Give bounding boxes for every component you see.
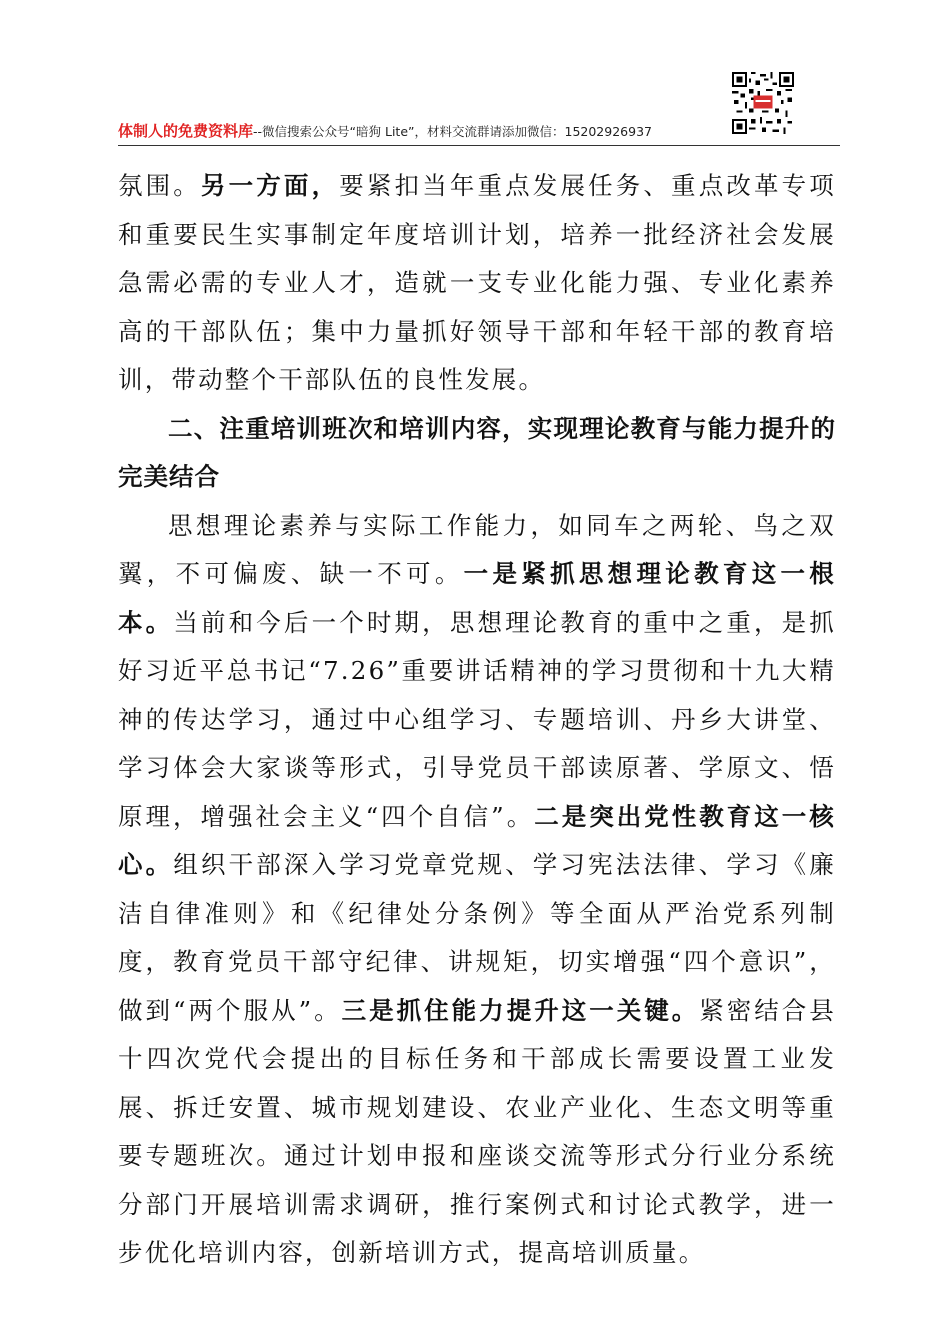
paragraph-continued (118, 162, 836, 405)
p2-text-3: 组织干部深入学习党章党规、学习宪法法律、学习《廉洁自律准则》和《纪律处分条例》等全面从严治党系列制度，教育党员干部守纪律、讲规矩，切实增强“四个意识”，做到“两个服从”。 (118, 850, 836, 1025)
page-header (118, 118, 838, 144)
p1-text-2: 要紧扣当年重点发展任务、重点改革专项和重要民生实事制定年度培训计划，培养一批经济社会发展急需必需的专业人才，造就一支专业化能力强、专业化素养高的干部队伍；集中力量抓好领导干部和年轻干部的教育培训，带动整个干部队伍的良性发展。 (118, 171, 837, 394)
p2-bold-1: 一是紧抓思想理论教育这一根本。 (118, 559, 836, 637)
section-heading: 二、注重培训班次和培训内容，实现理论教育与能力提升的完美结合 (118, 413, 836, 491)
paragraph-section-2 (118, 502, 836, 1278)
p2-bold-2: 二是突出党性教育这一核心。 (118, 801, 836, 879)
p1-bold-1: 另一方面， (200, 171, 340, 200)
p2-bold-3: 三是抓住能力提升这一关键。 (341, 995, 700, 1025)
header-contact-text: --微信搜索公众号“暗狗 Lite”，材料交流群请添加微信：15202926937 (253, 124, 652, 139)
p1-text-1: 氛围。 (118, 171, 201, 200)
document-body (118, 162, 836, 1278)
header-brand: 体制人的免费资料库 (118, 122, 254, 140)
p2-text-2: 当前和今后一个时期，思想理论教育的重中之重，是抓好习近平总书记“7.26”重要讲话精神的学习贯彻和十九大精神的传达学习，通过中心组学习、专题培训、丹乡大讲堂、学习体会大家谈等形式，引导党员干部读原著、学原文、悟原理，增强社会主义“四个自信”。 (118, 607, 836, 831)
header-divider (118, 145, 840, 146)
qr-code-icon (732, 72, 794, 134)
p2-text-4: 紧密结合县十四次党代会提出的目标任务和干部成长需要设置工业发展、拆迁安置、城市规划建设、农业产业化、生态文明等重要专题班次。通过计划申报和座谈交流等形式分行业分系统分部门开展培训需求调研，推行案例式和讨论式教学，进一步优化培训内容，创新培训方式，提高培训质量。 (118, 995, 837, 1267)
p2-text-1: 思想理论素养与实际工作能力，如同车之两轮、鸟之双翼，不可偏废、缺一不可。 (118, 510, 836, 588)
